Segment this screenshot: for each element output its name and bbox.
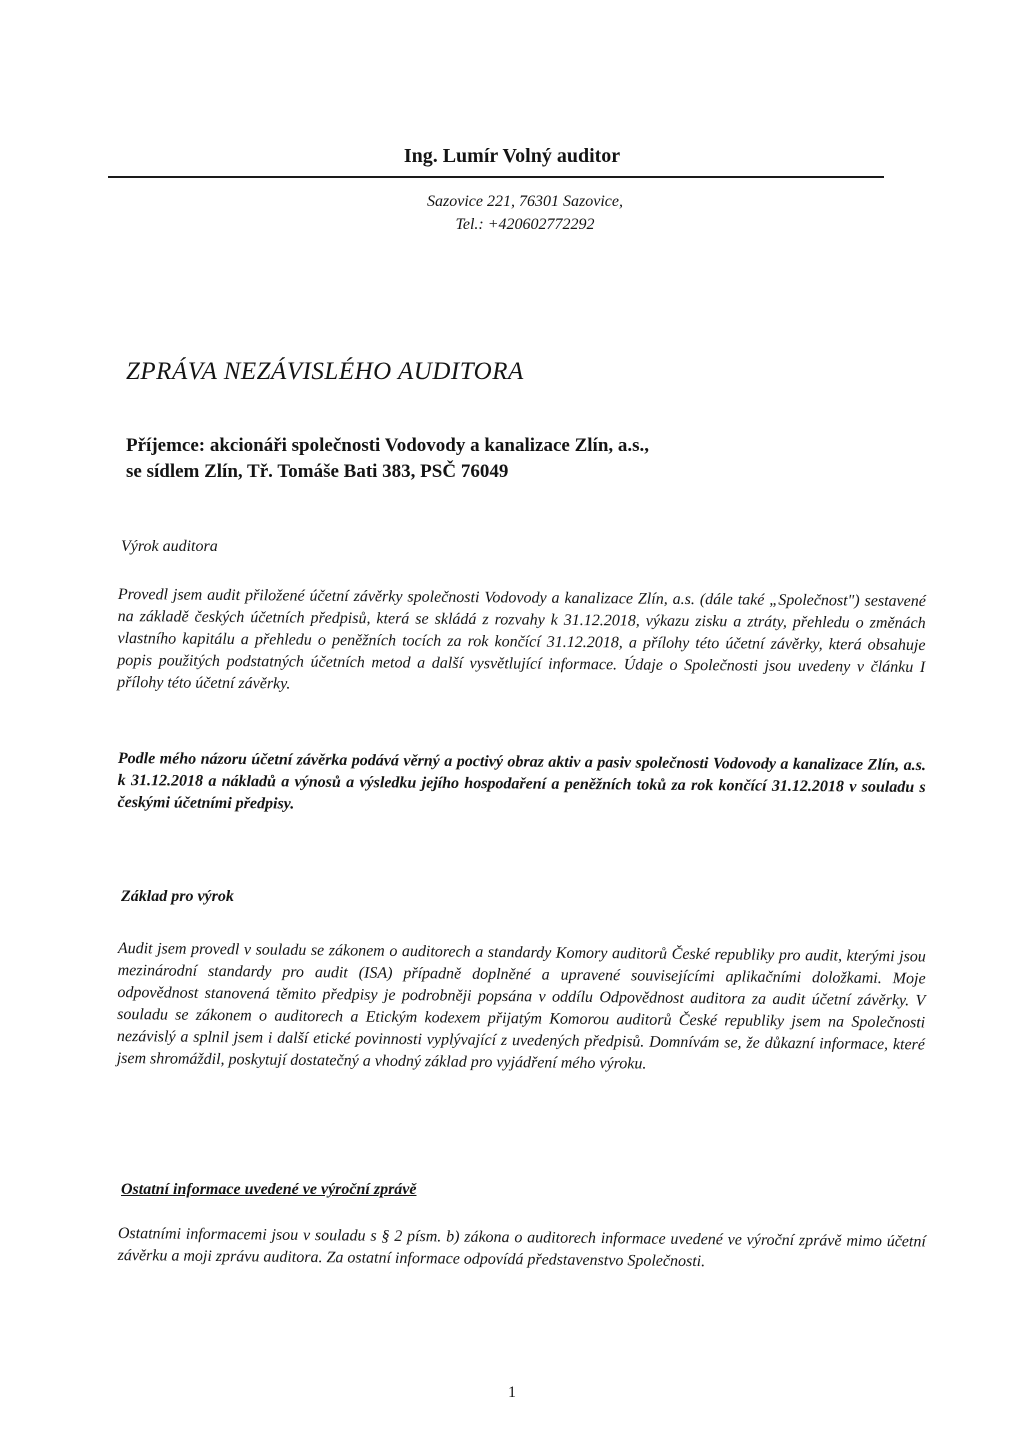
recipient-line-2: se sídlem Zlín, Tř. Tomáše Bati 383, PSČ 76049	[126, 461, 509, 482]
header-divider	[108, 176, 884, 178]
auditor-name: Ing. Lumír Volný auditor	[403, 145, 621, 167]
other-info-heading: Ostatní informace uvedené ve výroční zprávě	[121, 1181, 417, 1198]
basis-heading: Základ pro výrok	[121, 888, 234, 905]
auditor-address: Sazovice 221, 76301 Sazovice,	[427, 193, 623, 210]
report-title: ZPRÁVA NEZÁVISLÉHO AUDITORA	[126, 358, 524, 385]
auditor-phone: Tel.: +420602772292	[455, 216, 595, 233]
recipient-line-1: Příjemce: akcionáři společnosti Vodovody a kanalizace Zlín, a.s.,	[126, 435, 650, 456]
recipient-block	[126, 433, 906, 485]
opinion-heading: Výrok auditora	[121, 538, 218, 555]
page-number: 1	[508, 1384, 516, 1401]
opinion-statement: Podle mého názoru účetní závěrka podává věrný a poctivý obraz aktiv a pasiv společnosti Vodovody a kanalizace Zlín, a.s. k 31.12.2018 a nákladů a výnosů a výsledku jejího hospodaření a peněžních toků za rok končící 31.12.2018 v souladu s českými účetními předpisy.	[117, 749, 926, 813]
other-info-paragraph: Ostatními informacemi jsou v souladu s § 2 písm. b) zákona o auditorech informace uvedené ve výroční zprávě mimo účetní závěrku a moji zprávu auditora. Za ostatní informace odpovídá představenstvo Společnosti.	[117, 1224, 926, 1271]
basis-paragraph: Audit jsem provedl v souladu se zákonem o auditorech a standardy Komory auditorů České republiky pro audit, kterými jsou mezinárodní standardy pro audit (ISA) případně doplněné a upravené souvisejícími aplikačními doložkami. Moje odpovědnost stanovená těmito předpisy je podrobněji popsána v oddílu Odpovědnost auditora za audit účetní závěrky. V souladu se zákonem o auditorech a Etickým kodexem přijatým Komorou auditorů České republiky jsem na Společnosti nezávislý a splnil jsem i další etické povinnosti vyplývající z uvedených předpisů. Domnívám se, že důkazní informace, které jsem shromáždil, poskytují dostatečný a vhodný základ pro vyjádření mého výroku.	[116, 939, 926, 1073]
opinion-paragraph: Provedl jsem audit přiložené účetní závěrky společnosti Vodovody a kanalizace Zlín, a.s. (dále také „Společnost") sestavené na základě českých účetních předpisů, která se skládá z rozvahy k 31.12.2018, výkazu zisku a ztráty, přehledu o změnách vlastního kapitálu a přehledu o peněžních tocích za rok končící 31.12.2018, a přílohy této účetní závěrky, která obsahuje popis použitých podstatných účetních metod a další vysvětlující informace. Údaje o Společnosti jsou uvedeny v článku I přílohy této účetní závěrky.	[117, 585, 926, 693]
